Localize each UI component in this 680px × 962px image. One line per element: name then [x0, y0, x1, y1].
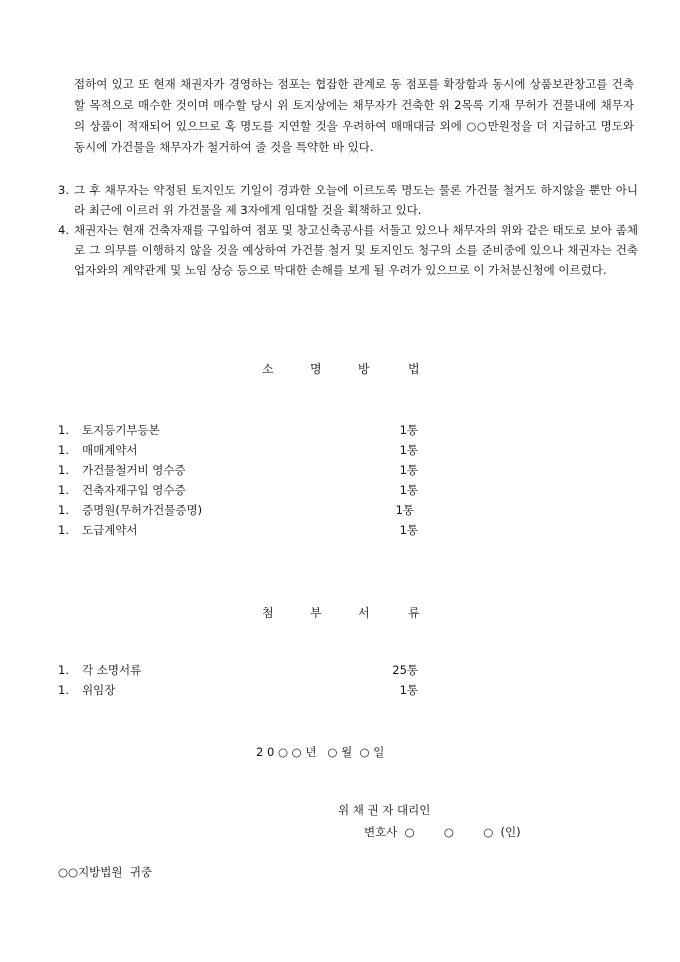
list-item-qty: 1통	[399, 423, 418, 437]
heading-char: 방	[358, 362, 370, 376]
evidence-list-item	[58, 520, 438, 540]
numbered-item-3	[58, 180, 638, 220]
list-bullet: 1.	[58, 423, 69, 437]
item-text: 채권자는 현재 건축자재를 구입하여 점포 및 창고신축공사를 서둘고 있으나 채무자의 위와 같은 태도로 보아 좀체로 그 의무를 이행하지 않을 것을 예상하여 가건물 철거 및 토지인도 청구의 소를 준비중에 있으나 채권자는 건축업자와의 계약관계 및 노임 상승 등으로 막대한 손해를 보게 될 우려가 있으므로 이 가처분신청에 이르렀다.	[74, 223, 638, 277]
list-item-qty: 1통	[399, 483, 418, 497]
list-item-name: 매매계약서	[82, 443, 138, 457]
list-bullet: 1.	[58, 683, 69, 697]
list-item-name: 도급계약서	[82, 523, 138, 537]
list-bullet: 1.	[58, 663, 69, 677]
lawyer-signature: 변호사 ○ ○ ○ (인)	[364, 825, 521, 839]
list-bullet: 1.	[58, 523, 69, 537]
list-bullet: 1.	[58, 443, 69, 457]
attachment-list-item	[58, 660, 438, 680]
heading-char: 류	[408, 606, 420, 620]
signer-title: 위 채 권 자 대리인	[338, 803, 431, 817]
list-item-name: 위임장	[82, 683, 116, 697]
list-item-name: 증명원(무허가건물증명)	[82, 503, 203, 517]
evidence-list-item	[58, 500, 438, 520]
list-bullet: 1.	[58, 463, 69, 477]
heading-char: 명	[310, 362, 322, 376]
numbered-item-4	[58, 220, 638, 280]
list-item-name: 가건물철거비 영수증	[82, 463, 186, 477]
evidence-list-item	[58, 440, 438, 460]
evidence-list-item	[58, 480, 438, 500]
list-item-qty: 1통	[395, 503, 414, 517]
item-number: 3.	[58, 183, 69, 197]
list-item-qty: 1통	[399, 523, 418, 537]
heading-char: 첨	[262, 606, 274, 620]
list-bullet: 1.	[58, 483, 69, 497]
heading-char: 법	[408, 362, 420, 376]
list-item-name: 토지등기부등본	[82, 423, 160, 437]
list-bullet: 1.	[58, 503, 69, 517]
item-text: 그 후 채무자는 약정된 토지인도 기일이 경과한 오늘에 이르도록 명도는 물론 가건물 철거도 하지않을 뿐만 아니라 최근에 이르러 위 가건물을 제 3자에게 임대할 것을 획책하고 있다.	[74, 183, 638, 217]
list-item-name: 각 소명서류	[82, 663, 142, 677]
list-item-qty: 1통	[399, 443, 418, 457]
heading-char: 소	[262, 362, 274, 376]
item-number: 4.	[58, 223, 69, 237]
heading-char: 서	[358, 606, 370, 620]
list-item-qty: 25통	[392, 663, 418, 677]
list-item-qty: 1통	[399, 683, 418, 697]
list-item-name: 건축자재구입 영수증	[82, 483, 186, 497]
evidence-list-item	[58, 420, 438, 440]
paragraph-continuation: 접하여 있고 또 현재 채권자가 경영하는 점포는 협잡한 관계로 동 점포를 확장함과 동시에 상품보관창고를 건축할 목적으로 매수한 것이며 매수할 당시 위 토지상에는 채무자가 건축한 위 2목록 기재 무허가 건물내에 채무자의 상품이 적재되어 있으므로 혹 명도를 지연할 것을 우려하여 매매대금 외에 ○○만원정을 더 지급하고 명도와 동시에 가건물을 채무자가 철거하여 줄 것을 특약한 바 있다.	[74, 77, 634, 154]
filing-date: 2 0 ○ ○ 년 ○ 월 ○ 일	[256, 745, 385, 759]
evidence-list-item	[58, 460, 438, 480]
heading-char: 부	[310, 606, 322, 620]
court-addressee: ○○지방법원 귀중	[58, 865, 153, 879]
attachment-list-item	[58, 680, 438, 700]
list-item-qty: 1통	[399, 463, 418, 477]
